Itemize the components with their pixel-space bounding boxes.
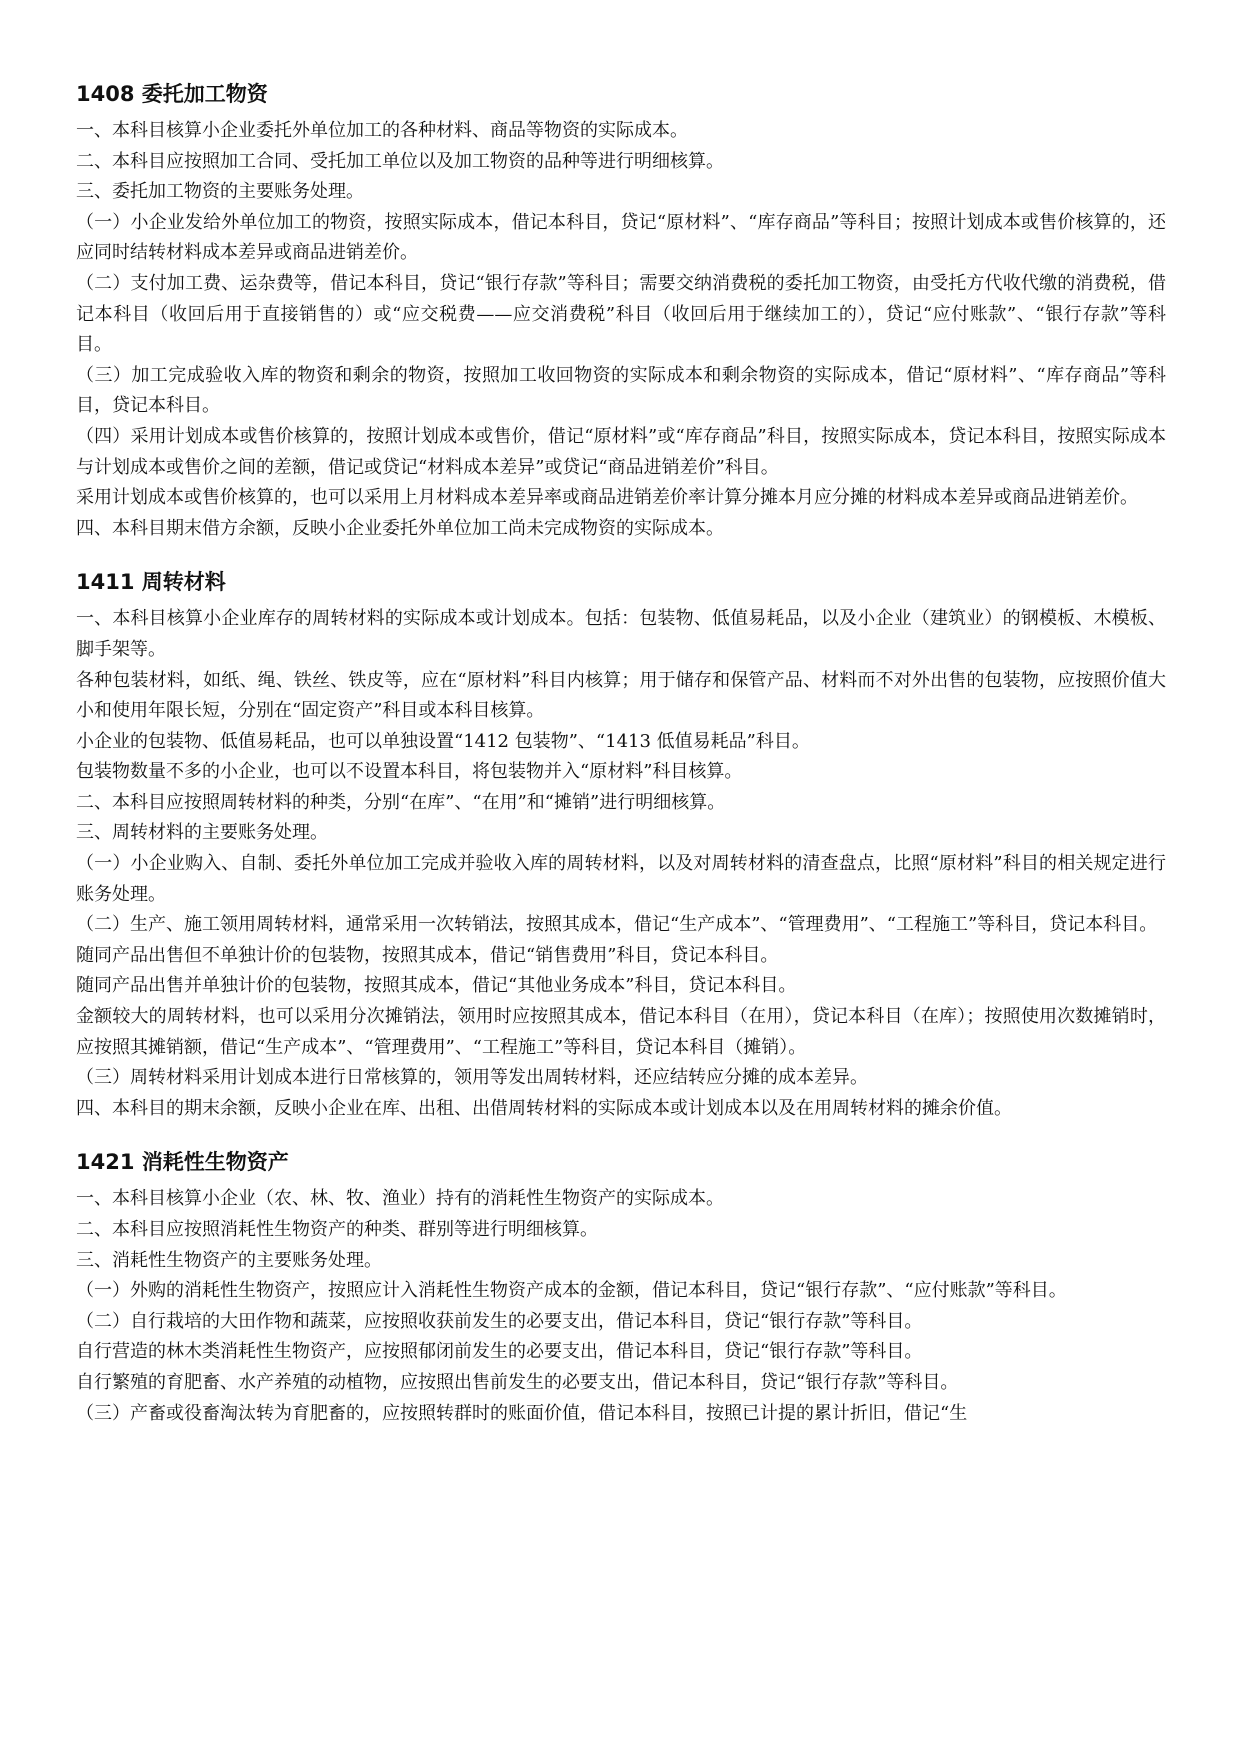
paragraph: （三）产畜或役畜淘汰转为育肥畜的，应按照转群时的账面价值，借记本科目，按照已计提的累计折旧，借记“生 bbox=[76, 1402, 968, 1424]
paragraph: （三）加工完成验收入库的物资和剩余的物资，按照加工收回物资的实际成本和剩余物资的实际成本，借记“原材料”、“库存商品”等科目，贷记本科目。 bbox=[76, 364, 1166, 417]
paragraph: 随同产品出售但不单独计价的包装物，按照其成本，借记“销售费用”科目，贷记本科目。 bbox=[76, 944, 779, 966]
section-1411 bbox=[76, 566, 1166, 1124]
paragraph: （三）周转材料采用计划成本进行日常核算的，领用等发出周转材料，还应结转应分摊的成本差异。 bbox=[76, 1067, 868, 1089]
paragraph: 小企业的包装物、低值易耗品，也可以单独设置“1412 包装物”、“1413 低值易耗品”科目。 bbox=[76, 730, 810, 752]
paragraph: 自行繁殖的育肥畜、水产养殖的动植物，应按照出售前发生的必要支出，借记本科目，贷记“银行存款”等科目。 bbox=[76, 1371, 959, 1393]
paragraph: 四、本科目期末借方余额，反映小企业委托外单位加工尚未完成物资的实际成本。 bbox=[76, 517, 724, 539]
paragraph: （一）小企业购入、自制、委托外单位加工完成并验收入库的周转材料，以及对周转材料的清查盘点，比照“原材料”科目的相关规定进行账务处理。 bbox=[76, 853, 1166, 905]
paragraph: 一、本科目核算小企业库存的周转材料的实际成本或计划成本。包括：包装物、低值易耗品，以及小企业（建筑业）的钢模板、木模板、脚手架等。 bbox=[76, 608, 1166, 660]
paragraph: （二）生产、施工领用周转材料，通常采用一次转销法，按照其成本，借记“生产成本”、“管理费用”、“工程施工”等科目，贷记本科目。 bbox=[76, 914, 1158, 936]
paragraph: （二）支付加工费、运杂费等，借记本科目，贷记“银行存款”等科目；需要交纳消费税的委托加工物资，由受托方代收代缴的消费税，借记本科目（收回后用于直接销售的）或“应交税费——应交消费税”科目（收回后用于继续加工的），贷记“应付账款”、“银行存款”等科目。 bbox=[76, 272, 1166, 356]
section-title: 1421 消耗性生物资产 bbox=[76, 1150, 289, 1175]
paragraph: 随同产品出售并单独计价的包装物，按照其成本，借记“其他业务成本”科目，贷记本科目。 bbox=[76, 975, 797, 997]
paragraph: 三、周转材料的主要账务处理。 bbox=[76, 822, 328, 844]
section-title: 1408 委托加工物资 bbox=[76, 82, 268, 106]
section-title: 1411 周转材料 bbox=[76, 570, 226, 595]
section-1408 bbox=[76, 78, 1166, 544]
paragraph: 三、委托加工物资的主要账务处理。 bbox=[76, 181, 364, 203]
paragraph: 金额较大的周转材料，也可以采用分次摊销法，领用时应按照其成本，借记本科目（在用），贷记本科目（在库）；按照使用次数摊销时，应按照其摊销额，借记“生产成本”、“管理费用”、“工程施工”等科目，贷记本科目（摊销）。 bbox=[76, 1006, 1166, 1058]
paragraph: （四）采用计划成本或售价核算的，按照计划成本或售价，借记“原材料”或“库存商品”科目，按照实际成本，贷记本科目，按照实际成本与计划成本或售价之间的差额，借记或贷记“材料成本差异”或贷记“商品进销差价”科目。 bbox=[76, 425, 1166, 478]
paragraph: 一、本科目核算小企业委托外单位加工的各种材料、商品等物资的实际成本。 bbox=[76, 120, 688, 141]
section-1421 bbox=[76, 1146, 1166, 1429]
paragraph: 各种包装材料，如纸、绳、铁丝、铁皮等，应在“原材料”科目内核算；用于储存和保管产品、材料而不对外出售的包装物，应按照价值大小和使用年限长短，分别在“固定资产”科目或本科目核算。 bbox=[76, 669, 1166, 722]
paragraph: 采用计划成本或售价核算的，也可以采用上月材料成本差异率或商品进销差价率计算分摊本月应分摊的材料成本差异或商品进销差价。 bbox=[76, 487, 1138, 509]
paragraph: （二）自行栽培的大田作物和蔬菜，应按照收获前发生的必要支出，借记本科目，贷记“银行存款”等科目。 bbox=[76, 1310, 923, 1332]
paragraph: 三、消耗性生物资产的主要账务处理。 bbox=[76, 1249, 382, 1271]
document-page bbox=[76, 78, 1166, 1451]
paragraph: 二、本科目应按照加工合同、受托加工单位以及加工物资的品种等进行明细核算。 bbox=[76, 150, 724, 172]
paragraph: 二、本科目应按照周转材料的种类，分别“在库”、“在用”和“摊销”进行明细核算。 bbox=[76, 791, 726, 813]
paragraph: 二、本科目应按照消耗性生物资产的种类、群别等进行明细核算。 bbox=[76, 1219, 598, 1240]
paragraph: （一）小企业发给外单位加工的物资，按照实际成本，借记本科目，贷记“原材料”、“库存商品”等科目；按照计划成本或售价核算的，还应同时结转材料成本差异或商品进销差价。 bbox=[76, 211, 1166, 264]
paragraph: 四、本科目的期末余额，反映小企业在库、出租、出借周转材料的实际成本或计划成本以及在用周转材料的摊余价值。 bbox=[76, 1097, 1012, 1119]
paragraph: （一）外购的消耗性生物资产，按照应计入消耗性生物资产成本的金额，借记本科目，贷记“银行存款”、“应付账款”等科目。 bbox=[76, 1280, 1067, 1302]
paragraph: 包装物数量不多的小企业，也可以不设置本科目，将包装物并入“原材料”科目核算。 bbox=[76, 761, 743, 783]
paragraph: 一、本科目核算小企业（农、林、牧、渔业）持有的消耗性生物资产的实际成本。 bbox=[76, 1188, 724, 1210]
paragraph: 自行营造的林木类消耗性生物资产，应按照郁闭前发生的必要支出，借记本科目，贷记“银行存款”等科目。 bbox=[76, 1341, 923, 1363]
